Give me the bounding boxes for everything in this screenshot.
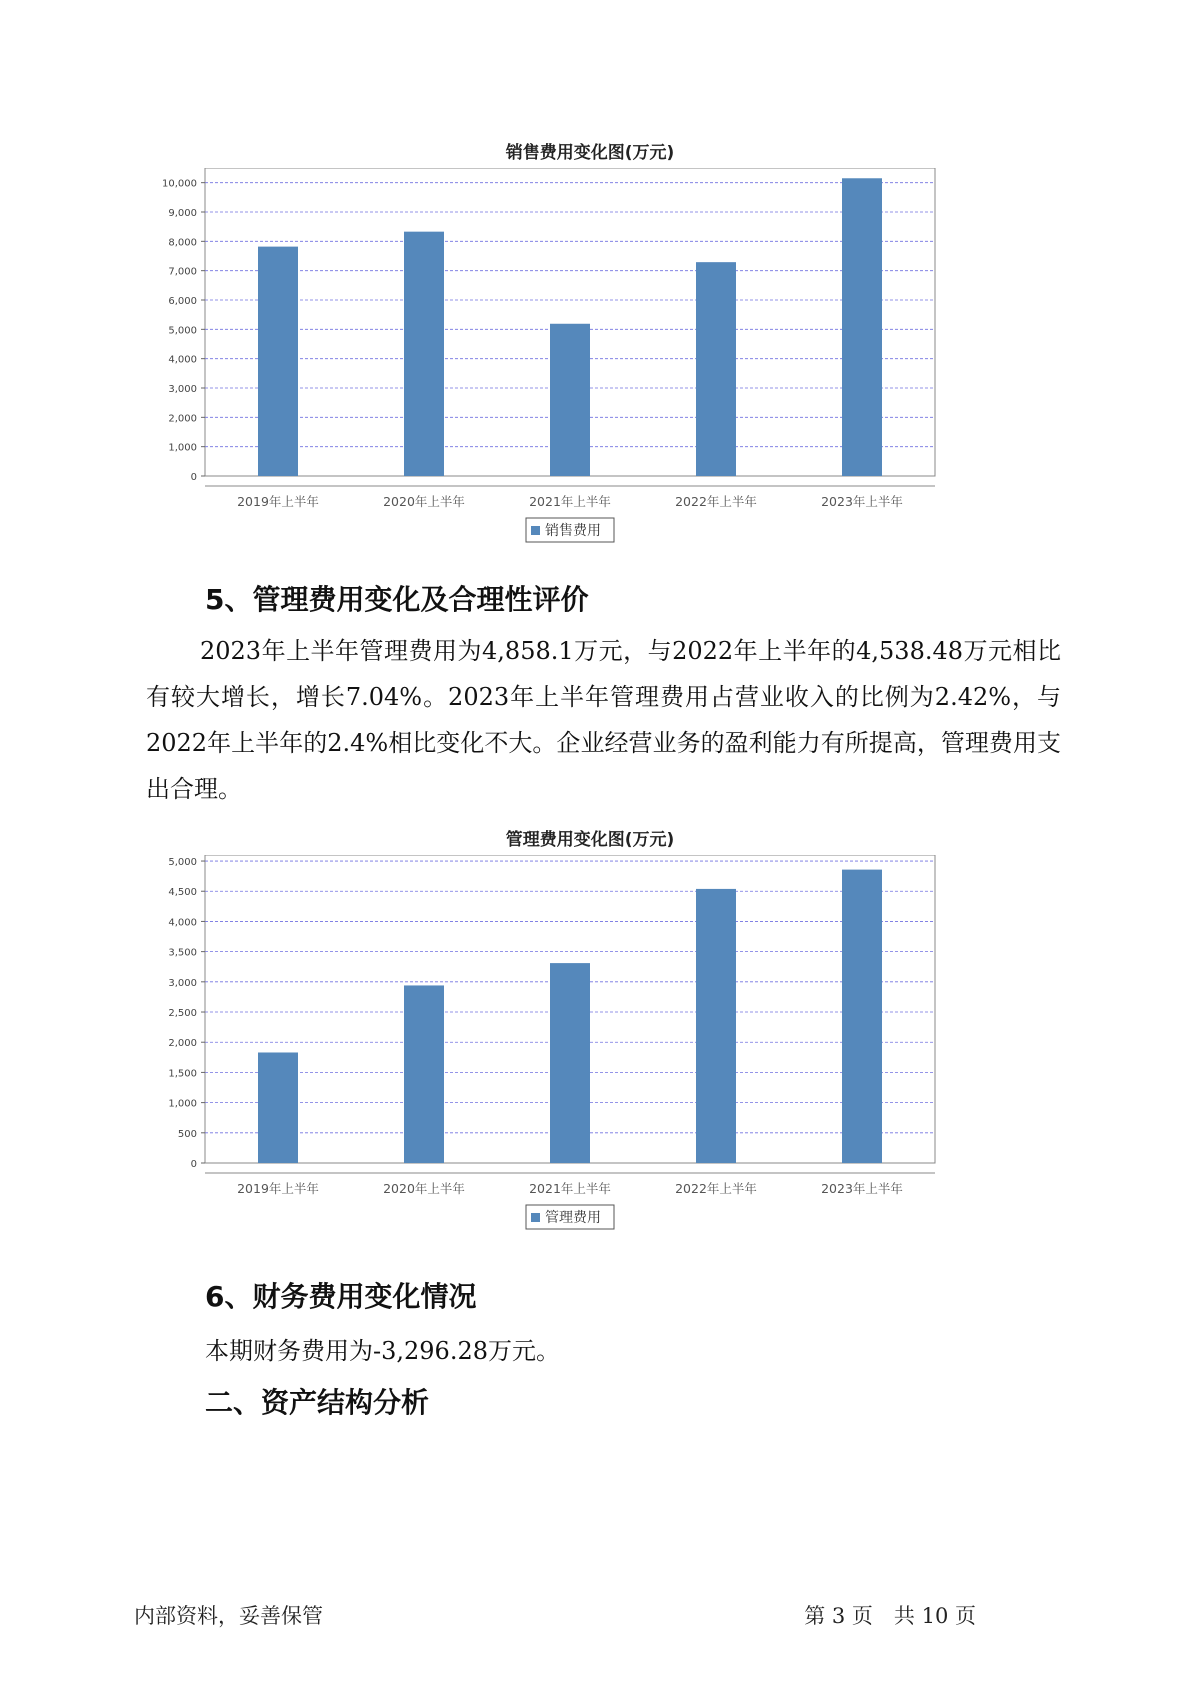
y-tick-label: 5,000 [168, 857, 197, 869]
chart-svg [150, 168, 1030, 568]
y-tick-label: 2,500 [168, 1008, 197, 1020]
y-tick-label: 5,000 [168, 325, 197, 337]
y-tick-label: 6,000 [168, 296, 197, 307]
bar [842, 178, 882, 476]
bar [258, 247, 298, 476]
sales-expense-chart [150, 138, 1030, 558]
section-heading-6: 6、财务费用变化情况 [205, 1280, 477, 1313]
y-tick-label: 8,000 [168, 237, 197, 249]
bar [404, 985, 444, 1163]
y-tick-label: 3,500 [168, 947, 197, 959]
y-tick-label: 1,500 [168, 1068, 197, 1080]
x-tick-label: 2023年上半年 [821, 1181, 903, 1196]
admin-expense-chart [150, 825, 1030, 1245]
bar [258, 1052, 298, 1163]
bar [696, 262, 736, 476]
y-tick-label: 500 [177, 1128, 197, 1140]
y-tick-label: 9,000 [168, 208, 197, 219]
legend-label: 销售费用 [545, 523, 601, 539]
x-tick-label: 2021年上半年 [529, 1181, 611, 1196]
y-tick-label: 4,500 [168, 887, 197, 899]
footer-left: 内部资料，妥善保管 [134, 1604, 323, 1628]
x-tick-label: 2022年上半年 [675, 494, 757, 509]
y-tick-label: 7,000 [168, 266, 197, 278]
y-tick-label: 10,000 [162, 178, 197, 190]
y-tick-label: 1,000 [168, 442, 197, 454]
y-tick-label: 3,000 [168, 977, 197, 989]
y-tick-label: 4,000 [168, 354, 197, 366]
section-heading-5: 5、管理费用变化及合理性评价 [205, 583, 589, 616]
x-tick-label: 2020年上半年 [383, 494, 465, 509]
section-6-text: 本期财务费用为-3,296.28万元。 [205, 1337, 560, 1365]
y-tick-label: 2,000 [168, 1038, 197, 1050]
x-tick-label: 2021年上半年 [529, 494, 611, 509]
chart-title: 销售费用变化图(万元) [505, 143, 675, 163]
chart-svg [150, 855, 1030, 1255]
section-heading-ii: 二、资产结构分析 [205, 1386, 430, 1419]
x-tick-label: 2023年上半年 [821, 494, 903, 509]
legend-label: 管理费用 [545, 1210, 601, 1226]
y-tick-label: 0 [190, 1159, 197, 1170]
y-tick-label: 1,000 [168, 1098, 197, 1110]
x-tick-label: 2020年上半年 [383, 1181, 465, 1196]
section-5-text: 2023年上半年管理费用为4,858.1万元，与2022年上半年的4,538.48万元相比有较大增长，增长7.04%。2023年上半年管理费用占营业收入的比例为2.42%，与2022年上半年的2.4%相比变化不大。企业经营业务的盈利能力有所提高，管理费用支出合理。 [146, 637, 1061, 803]
legend [526, 518, 614, 542]
y-tick-label: 0 [190, 472, 197, 483]
legend-swatch [531, 526, 540, 535]
y-tick-label: 3,000 [168, 384, 197, 395]
x-tick-label: 2019年上半年 [237, 494, 319, 509]
chart-title: 管理费用变化图(万元) [505, 830, 675, 850]
bar [696, 889, 736, 1163]
legend-swatch [531, 1213, 540, 1222]
bar [404, 232, 444, 476]
bar [550, 324, 590, 476]
section-5-paragraph [146, 628, 1061, 812]
x-tick-label: 2019年上半年 [237, 1181, 319, 1196]
x-tick-label: 2022年上半年 [675, 1181, 757, 1196]
y-tick-label: 4,000 [168, 917, 197, 929]
legend [526, 1205, 614, 1229]
footer-right: 第 3 页 共 10 页 [804, 1604, 976, 1628]
y-tick-label: 2,000 [168, 413, 197, 425]
bar [842, 870, 882, 1163]
bar [550, 963, 590, 1163]
